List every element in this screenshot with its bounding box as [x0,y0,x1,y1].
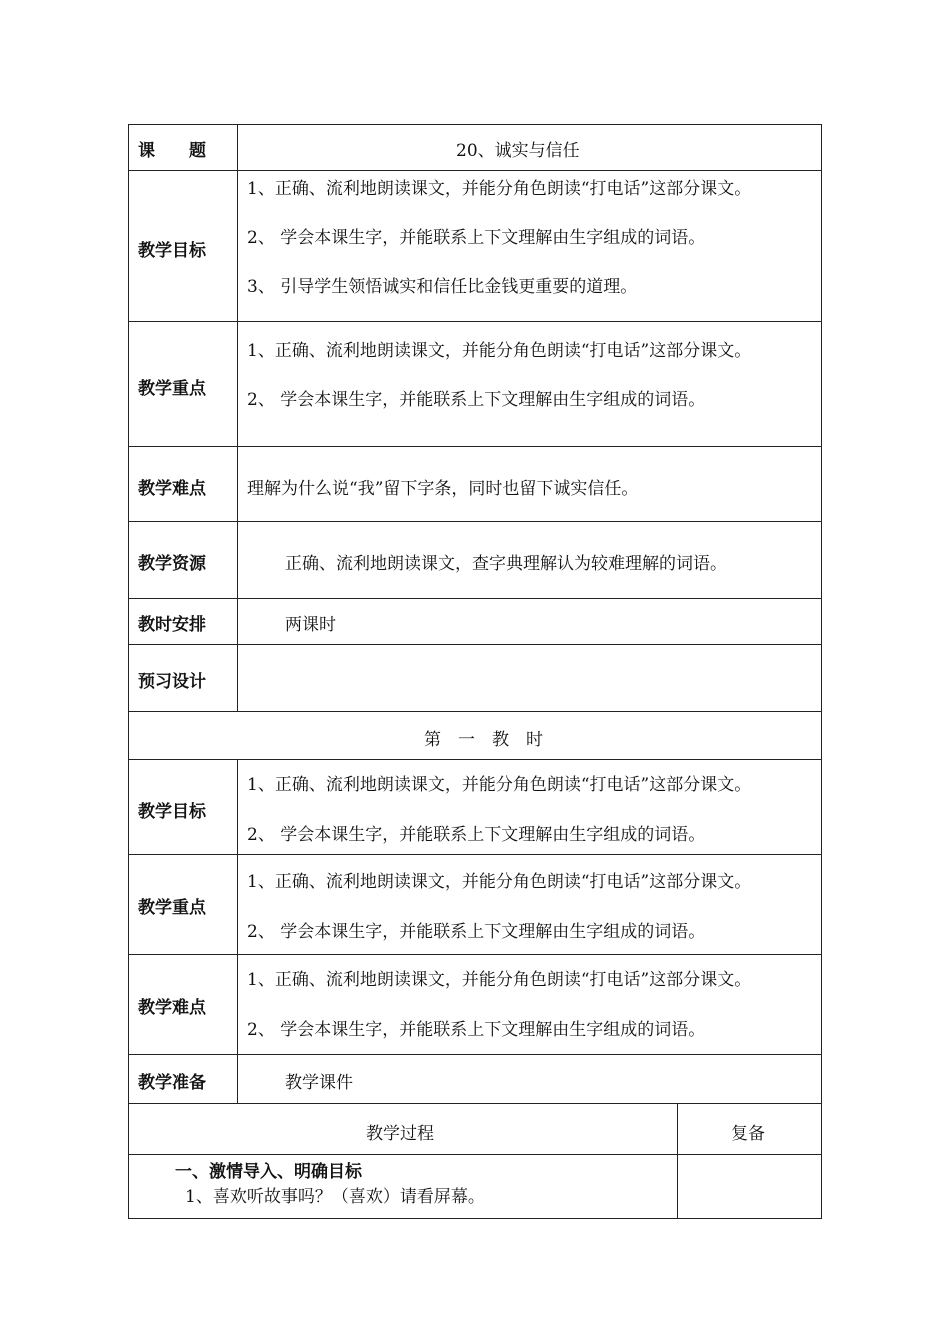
label-column-divider [237,759,238,1104]
table-border-top [128,124,822,125]
process-section-title: 一、激情导入、明确目标 [175,1162,362,1182]
row-divider [128,1154,822,1155]
table-border-bottom [128,1218,822,1219]
lesson1-diff-item: 1、正确、流利地朗读课文，并能分角色朗读“打电话”这部分课文。 [247,970,752,990]
row-divider [128,170,822,171]
process-header: 教学过程 [366,1124,434,1144]
row-divider [128,321,822,322]
goal-item: 1、正确、流利地朗读课文，并能分角色朗读“打电话”这部分课文。 [247,179,752,199]
resources-text: 正确、流利地朗读课文，查字典理解认为较难理解的词语。 [285,554,727,574]
row-divider [128,1103,822,1104]
process-column-divider [677,1103,678,1219]
lesson-plan-table [128,124,822,1219]
goal-item: 2、 学会本课生字，并能联系上下文理解由生字组成的词语。 [247,228,706,248]
row-divider [128,644,822,645]
row-divider [128,446,822,447]
title-label: 课 题 [138,141,206,161]
schedule-text: 两课时 [285,615,336,635]
resources-label: 教学资源 [138,554,206,574]
lesson1-goals-label: 教学目标 [138,802,206,822]
difficulty-text: 理解为什么说“我”留下字条，同时也留下诚实信任。 [247,479,639,499]
lesson1-key-item: 1、正确、流利地朗读课文，并能分角色朗读“打电话”这部分课文。 [247,872,752,892]
preview-label: 预习设计 [138,672,206,692]
goal-item: 3、 引导学生领悟诚实和信任比金钱更重要的道理。 [247,277,638,297]
key-point-item: 2、 学会本课生字，并能联系上下文理解由生字组成的词语。 [247,390,706,410]
lesson1-goal-item: 2、 学会本课生字，并能联系上下文理解由生字组成的词语。 [247,825,706,845]
lesson1-key-label: 教学重点 [138,898,206,918]
row-divider [128,954,822,955]
key-points-label: 教学重点 [138,379,206,399]
lesson1-goal-item: 1、正确、流利地朗读课文，并能分角色朗读“打电话”这部分课文。 [247,775,752,795]
row-divider [128,1054,822,1055]
row-divider [128,598,822,599]
key-point-item: 1、正确、流利地朗读课文，并能分角色朗读“打电话”这部分课文。 [247,341,752,361]
process-line: 1、喜欢听故事吗？（喜欢）请看屏幕。 [185,1187,485,1207]
lesson1-diff-item: 2、 学会本课生字，并能联系上下文理解由生字组成的词语。 [247,1020,706,1040]
row-divider [128,711,822,712]
schedule-label: 教时安排 [138,615,206,635]
row-divider [128,759,822,760]
row-divider [128,854,822,855]
row-divider [128,521,822,522]
lesson-one-header: 第 一 教 时 [424,730,543,750]
difficulty-label: 教学难点 [138,479,206,499]
preparation-label: 教学准备 [138,1073,206,1093]
review-header: 复备 [731,1124,765,1144]
lesson-title: 20、诚实与信任 [456,141,580,161]
lesson1-key-item: 2、 学会本课生字，并能联系上下文理解由生字组成的词语。 [247,922,706,942]
preparation-text: 教学课件 [285,1073,353,1093]
label-column-divider [237,124,238,711]
lesson1-diff-label: 教学难点 [138,998,206,1018]
goals-label: 教学目标 [138,241,206,261]
